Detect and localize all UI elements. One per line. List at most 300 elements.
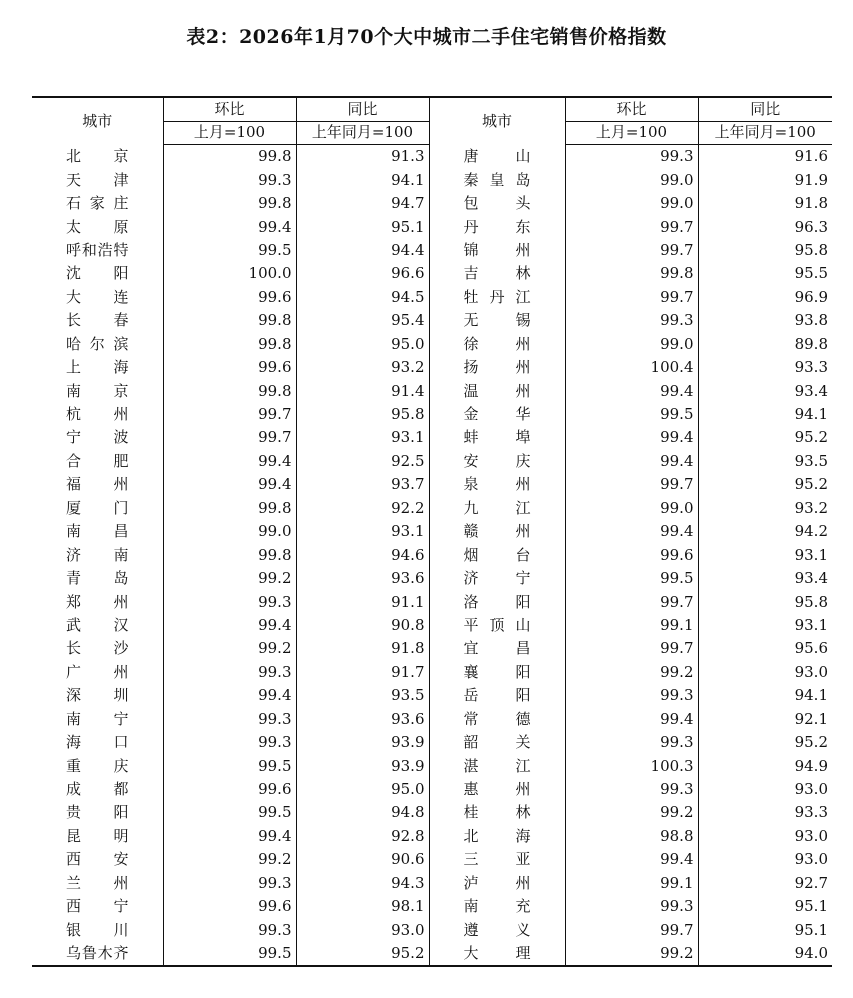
mom-cell-left: 99.8 [163, 379, 296, 402]
yoy-cell-right: 95.5 [698, 262, 832, 285]
yoy-cell-right: 95.2 [698, 473, 832, 496]
city-name: 南充 [463, 897, 531, 916]
mom-cell-right: 99.8 [565, 262, 698, 285]
mom-cell-right: 99.6 [565, 543, 698, 566]
mom-cell-right: 99.4 [565, 848, 698, 871]
mom-cell-right: 99.2 [565, 942, 698, 966]
mom-cell-left: 99.6 [163, 356, 296, 379]
yoy-cell-right: 95.1 [698, 895, 832, 918]
mom-cell-left: 99.4 [163, 473, 296, 496]
yoy-cell-right: 96.9 [698, 286, 832, 309]
mom-cell-left: 99.0 [163, 520, 296, 543]
yoy-cell-right: 95.8 [698, 590, 832, 613]
city-name: 秦皇岛 [463, 170, 531, 189]
city-name: 宜昌 [463, 639, 531, 658]
mom-cell-left: 99.4 [163, 215, 296, 238]
mom-cell-left: 99.8 [163, 145, 296, 169]
city-name: 长春 [66, 311, 129, 330]
city-cell-right [429, 168, 565, 191]
table-body [32, 97, 832, 966]
yoy-cell-left: 92.8 [296, 825, 429, 848]
city-cell-right [429, 286, 565, 309]
mom-cell-right: 99.3 [565, 145, 698, 169]
city-cell-right [429, 661, 565, 684]
city-name: 上海 [66, 358, 129, 377]
mom-cell-right: 99.3 [565, 684, 698, 707]
yoy-cell-left: 93.6 [296, 567, 429, 590]
yoy-cell-right: 96.3 [698, 215, 832, 238]
city-name: 哈尔滨 [66, 334, 129, 353]
city-name: 包头 [463, 194, 531, 213]
city-name: 惠州 [463, 780, 531, 799]
mom-cell-right: 99.3 [565, 309, 698, 332]
mom-cell-left: 99.5 [163, 801, 296, 824]
yoy-cell-right: 94.1 [698, 403, 832, 426]
city-name: 长沙 [66, 639, 129, 658]
mom-cell-left: 99.7 [163, 403, 296, 426]
mom-cell-left: 99.3 [163, 918, 296, 941]
table-row [32, 825, 832, 848]
mom-cell-left: 99.6 [163, 286, 296, 309]
city-cell-left [32, 450, 163, 473]
header-city-left: 城市 [32, 97, 163, 145]
city-cell-left [32, 708, 163, 731]
mom-cell-left: 99.8 [163, 192, 296, 215]
mom-cell-left: 99.8 [163, 543, 296, 566]
city-cell-right [429, 754, 565, 777]
city-name: 泸州 [463, 873, 531, 892]
city-cell-left [32, 801, 163, 824]
table-row [32, 778, 832, 801]
yoy-cell-right: 93.8 [698, 309, 832, 332]
mom-cell-left: 99.2 [163, 567, 296, 590]
mom-cell-right: 99.0 [565, 333, 698, 356]
yoy-cell-left: 91.7 [296, 661, 429, 684]
mom-cell-right: 100.4 [565, 356, 698, 379]
yoy-cell-right: 93.4 [698, 567, 832, 590]
mom-cell-left: 99.6 [163, 895, 296, 918]
city-cell-left [32, 239, 163, 262]
city-name: 呼和浩特 [66, 240, 129, 259]
city-name: 洛阳 [463, 592, 531, 611]
city-cell-right [429, 450, 565, 473]
yoy-cell-left: 90.6 [296, 848, 429, 871]
mom-cell-right: 99.7 [565, 473, 698, 496]
city-cell-right [429, 778, 565, 801]
city-cell-right [429, 543, 565, 566]
table-row [32, 801, 832, 824]
yoy-cell-right: 93.4 [698, 379, 832, 402]
table-row [32, 708, 832, 731]
city-name: 蚌埠 [463, 428, 531, 447]
yoy-cell-right: 91.8 [698, 192, 832, 215]
mom-cell-right: 99.1 [565, 614, 698, 637]
city-cell-left [32, 215, 163, 238]
yoy-cell-right: 93.2 [698, 497, 832, 520]
yoy-cell-left: 94.7 [296, 192, 429, 215]
city-cell-left [32, 754, 163, 777]
city-name: 湛江 [463, 756, 531, 775]
city-cell-left [32, 918, 163, 941]
table-row [32, 379, 832, 402]
city-name: 乌鲁木齐 [66, 944, 129, 963]
mom-cell-right: 99.2 [565, 661, 698, 684]
mom-cell-left: 99.8 [163, 333, 296, 356]
mom-cell-right: 98.8 [565, 825, 698, 848]
table-row [32, 684, 832, 707]
page-title: 表2：2026年1月70个大中城市二手住宅销售价格指数 [186, 26, 667, 48]
yoy-cell-right: 93.0 [698, 661, 832, 684]
table-row [32, 145, 832, 169]
mom-cell-right: 99.4 [565, 520, 698, 543]
yoy-cell-right: 92.7 [698, 872, 832, 895]
table-row [32, 614, 832, 637]
yoy-cell-left: 93.6 [296, 708, 429, 731]
mom-cell-left: 99.3 [163, 590, 296, 613]
mom-cell-right: 100.3 [565, 754, 698, 777]
table-row [32, 754, 832, 777]
city-name: 大连 [66, 287, 129, 306]
city-name: 金华 [463, 405, 531, 424]
table-row [32, 333, 832, 356]
city-cell-left [32, 333, 163, 356]
mom-cell-right: 99.5 [565, 567, 698, 590]
table-row [32, 192, 832, 215]
yoy-cell-right: 91.9 [698, 168, 832, 191]
city-name: 杭州 [66, 405, 129, 424]
mom-cell-right: 99.3 [565, 731, 698, 754]
table-row [32, 262, 832, 285]
yoy-cell-right: 89.8 [698, 333, 832, 356]
yoy-cell-left: 94.5 [296, 286, 429, 309]
city-cell-right [429, 590, 565, 613]
yoy-cell-right: 93.1 [698, 614, 832, 637]
table-row [32, 543, 832, 566]
header-city-right: 城市 [429, 97, 565, 145]
mom-cell-right: 99.0 [565, 168, 698, 191]
header-mom-right: 环比 [565, 97, 698, 121]
city-cell-left [32, 825, 163, 848]
city-name: 唐山 [463, 146, 531, 165]
city-cell-right [429, 356, 565, 379]
city-name: 济宁 [463, 569, 531, 588]
city-cell-left [32, 731, 163, 754]
city-cell-left [32, 426, 163, 449]
city-cell-right [429, 637, 565, 660]
city-cell-left [32, 192, 163, 215]
table-row [32, 567, 832, 590]
city-name: 赣州 [463, 522, 531, 541]
city-name: 深圳 [66, 686, 129, 705]
city-name: 成都 [66, 780, 129, 799]
city-name: 丹东 [463, 217, 531, 236]
city-name: 广州 [66, 662, 129, 681]
mom-cell-right: 99.5 [565, 403, 698, 426]
mom-cell-left: 99.3 [163, 731, 296, 754]
city-name: 岳阳 [463, 686, 531, 705]
city-name: 银川 [66, 920, 129, 939]
mom-cell-left: 99.4 [163, 450, 296, 473]
city-name: 常德 [463, 709, 531, 728]
table-row [32, 450, 832, 473]
mom-cell-right: 99.4 [565, 450, 698, 473]
city-name: 济南 [66, 545, 129, 564]
price-index-table [32, 96, 832, 967]
mom-cell-left: 99.3 [163, 872, 296, 895]
city-name: 韶关 [463, 733, 531, 752]
city-cell-right [429, 825, 565, 848]
city-name: 福州 [66, 475, 129, 494]
city-name: 沈阳 [66, 264, 129, 283]
city-cell-left [32, 286, 163, 309]
mom-cell-left: 99.2 [163, 637, 296, 660]
yoy-cell-left: 93.0 [296, 918, 429, 941]
mom-cell-left: 99.5 [163, 754, 296, 777]
yoy-cell-right: 91.6 [698, 145, 832, 169]
yoy-cell-right: 95.1 [698, 918, 832, 941]
city-name: 武汉 [66, 615, 129, 634]
yoy-cell-left: 94.1 [296, 168, 429, 191]
yoy-cell-right: 93.0 [698, 825, 832, 848]
city-cell-right [429, 872, 565, 895]
mom-cell-left: 99.8 [163, 497, 296, 520]
mom-cell-right: 99.7 [565, 239, 698, 262]
mom-cell-right: 99.7 [565, 918, 698, 941]
city-cell-right [429, 567, 565, 590]
city-name: 温州 [463, 381, 531, 400]
mom-cell-right: 99.4 [565, 426, 698, 449]
yoy-cell-left: 96.6 [296, 262, 429, 285]
city-cell-right [429, 848, 565, 871]
city-cell-left [32, 262, 163, 285]
yoy-cell-right: 93.0 [698, 778, 832, 801]
city-cell-left [32, 895, 163, 918]
yoy-cell-left: 98.1 [296, 895, 429, 918]
city-cell-left [32, 684, 163, 707]
city-name: 北京 [66, 146, 129, 165]
city-cell-left [32, 356, 163, 379]
city-name: 扬州 [463, 358, 531, 377]
city-cell-left [32, 497, 163, 520]
mom-cell-left: 99.5 [163, 942, 296, 966]
table-row [32, 309, 832, 332]
city-cell-right [429, 497, 565, 520]
city-cell-left [32, 379, 163, 402]
mom-cell-left: 100.0 [163, 262, 296, 285]
city-name: 天津 [66, 170, 129, 189]
table-row [32, 848, 832, 871]
header-mom-left: 环比 [163, 97, 296, 121]
city-name: 烟台 [463, 545, 531, 564]
header-row-top [32, 97, 832, 121]
mom-cell-right: 99.2 [565, 801, 698, 824]
city-cell-left [32, 872, 163, 895]
city-name: 贵阳 [66, 803, 129, 822]
mom-cell-right: 99.7 [565, 215, 698, 238]
table-row [32, 661, 832, 684]
mom-cell-right: 99.0 [565, 192, 698, 215]
mom-cell-left: 99.4 [163, 614, 296, 637]
city-name: 襄阳 [463, 662, 531, 681]
yoy-cell-left: 95.8 [296, 403, 429, 426]
city-cell-right [429, 801, 565, 824]
mom-cell-right: 99.0 [565, 497, 698, 520]
yoy-cell-left: 92.5 [296, 450, 429, 473]
table-row [32, 637, 832, 660]
header-mom-base-right: 上月=100 [565, 121, 698, 145]
yoy-cell-left: 94.4 [296, 239, 429, 262]
mom-cell-left: 99.8 [163, 309, 296, 332]
header-yoy-base-right: 上年同月=100 [698, 121, 832, 145]
city-name: 宁波 [66, 428, 129, 447]
city-cell-left [32, 168, 163, 191]
yoy-cell-left: 93.9 [296, 754, 429, 777]
city-cell-right [429, 684, 565, 707]
mom-cell-right: 99.7 [565, 590, 698, 613]
city-cell-right [429, 520, 565, 543]
yoy-cell-left: 93.1 [296, 426, 429, 449]
mom-cell-left: 99.2 [163, 848, 296, 871]
city-cell-left [32, 614, 163, 637]
mom-cell-right: 99.4 [565, 708, 698, 731]
city-cell-left [32, 543, 163, 566]
mom-cell-right: 99.3 [565, 895, 698, 918]
city-name: 重庆 [66, 756, 129, 775]
city-name: 昆明 [66, 826, 129, 845]
city-cell-right [429, 614, 565, 637]
city-name: 桂林 [463, 803, 531, 822]
yoy-cell-left: 91.4 [296, 379, 429, 402]
yoy-cell-left: 91.1 [296, 590, 429, 613]
city-name: 南昌 [66, 522, 129, 541]
yoy-cell-left: 95.2 [296, 942, 429, 966]
mom-cell-right: 99.4 [565, 379, 698, 402]
city-cell-right [429, 731, 565, 754]
yoy-cell-left: 95.0 [296, 333, 429, 356]
mom-cell-left: 99.3 [163, 708, 296, 731]
city-name: 大理 [463, 944, 531, 963]
yoy-cell-right: 92.1 [698, 708, 832, 731]
city-name: 遵义 [463, 920, 531, 939]
city-cell-right [429, 403, 565, 426]
city-cell-left [32, 942, 163, 966]
city-name: 西宁 [66, 897, 129, 916]
yoy-cell-left: 94.3 [296, 872, 429, 895]
city-cell-left [32, 309, 163, 332]
table-row [32, 520, 832, 543]
mom-cell-left: 99.4 [163, 684, 296, 707]
city-cell-left [32, 403, 163, 426]
city-cell-right [429, 309, 565, 332]
table-row [32, 215, 832, 238]
yoy-cell-left: 94.8 [296, 801, 429, 824]
mom-cell-left: 99.4 [163, 825, 296, 848]
yoy-cell-right: 94.1 [698, 684, 832, 707]
city-cell-right [429, 942, 565, 966]
yoy-cell-right: 94.9 [698, 754, 832, 777]
table-row [32, 590, 832, 613]
city-cell-right [429, 895, 565, 918]
yoy-cell-right: 93.3 [698, 356, 832, 379]
table-row [32, 168, 832, 191]
yoy-cell-left: 93.7 [296, 473, 429, 496]
mom-cell-left: 99.7 [163, 426, 296, 449]
mom-cell-right: 99.7 [565, 286, 698, 309]
table-row [32, 356, 832, 379]
city-cell-left [32, 848, 163, 871]
city-cell-right [429, 192, 565, 215]
city-name: 合肥 [66, 451, 129, 470]
city-cell-right [429, 239, 565, 262]
yoy-cell-right: 93.0 [698, 848, 832, 871]
mom-cell-right: 99.7 [565, 637, 698, 660]
yoy-cell-left: 91.3 [296, 145, 429, 169]
city-name: 无锡 [463, 311, 531, 330]
header-mom-base-left: 上月=100 [163, 121, 296, 145]
yoy-cell-right: 95.2 [698, 426, 832, 449]
city-cell-right [429, 333, 565, 356]
yoy-cell-left: 95.0 [296, 778, 429, 801]
yoy-cell-left: 95.1 [296, 215, 429, 238]
city-name: 太原 [66, 217, 129, 236]
mom-cell-left: 99.3 [163, 168, 296, 191]
yoy-cell-left: 95.4 [296, 309, 429, 332]
city-name: 北海 [463, 826, 531, 845]
city-name: 三亚 [463, 850, 531, 869]
city-cell-right [429, 262, 565, 285]
yoy-cell-right: 94.0 [698, 942, 832, 966]
city-cell-right [429, 426, 565, 449]
city-name: 郑州 [66, 592, 129, 611]
yoy-cell-left: 93.1 [296, 520, 429, 543]
city-name: 青岛 [66, 569, 129, 588]
city-cell-right [429, 708, 565, 731]
yoy-cell-right: 95.6 [698, 637, 832, 660]
city-name: 南宁 [66, 709, 129, 728]
city-cell-right [429, 473, 565, 496]
city-cell-right [429, 918, 565, 941]
city-name: 吉林 [463, 264, 531, 283]
city-name: 徐州 [463, 334, 531, 353]
city-name: 厦门 [66, 498, 129, 517]
table-row [32, 731, 832, 754]
table-row [32, 942, 832, 966]
city-name: 牡丹江 [463, 287, 531, 306]
city-name: 南京 [66, 381, 129, 400]
mom-cell-left: 99.5 [163, 239, 296, 262]
city-name: 西安 [66, 850, 129, 869]
city-cell-left [32, 145, 163, 169]
city-cell-left [32, 590, 163, 613]
table-row [32, 497, 832, 520]
city-cell-left [32, 637, 163, 660]
yoy-cell-left: 91.8 [296, 637, 429, 660]
table-row [32, 239, 832, 262]
city-name: 安庆 [463, 451, 531, 470]
table-row [32, 918, 832, 941]
yoy-cell-right: 93.3 [698, 801, 832, 824]
city-cell-left [32, 473, 163, 496]
city-cell-left [32, 778, 163, 801]
mom-cell-left: 99.3 [163, 661, 296, 684]
city-name: 石家庄 [66, 194, 129, 213]
city-cell-right [429, 215, 565, 238]
mom-cell-right: 99.3 [565, 778, 698, 801]
yoy-cell-left: 93.9 [296, 731, 429, 754]
city-name: 九江 [463, 498, 531, 517]
yoy-cell-left: 93.5 [296, 684, 429, 707]
yoy-cell-right: 95.8 [698, 239, 832, 262]
